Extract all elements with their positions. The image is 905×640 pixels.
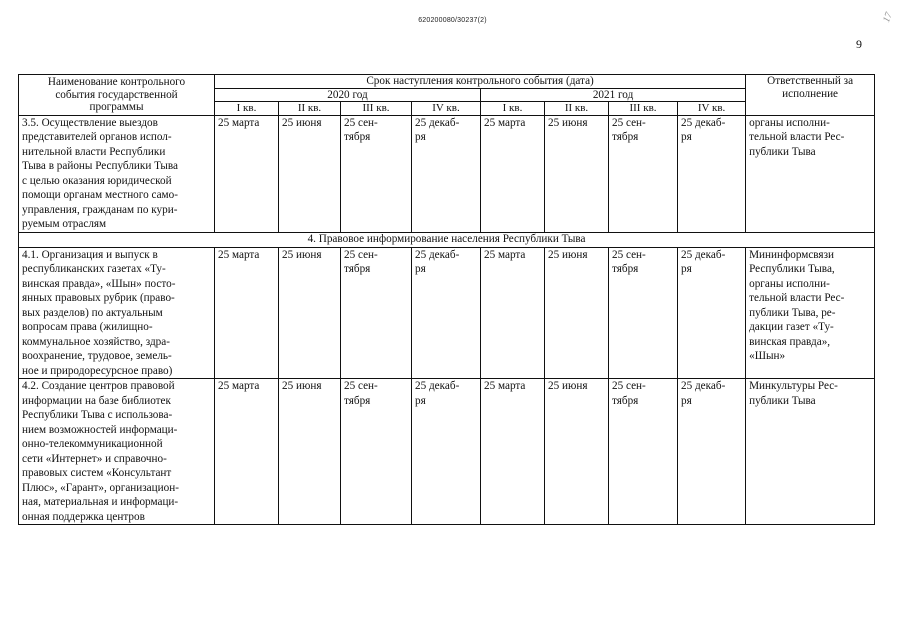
deadline-date-cell: [412, 115, 481, 232]
text-line: с целью оказания юридической: [22, 174, 172, 187]
text-line: Республики Тыва с использова-: [22, 409, 173, 421]
text-line: публики Тыва: [749, 145, 816, 158]
text-line: Республики Тыва,: [749, 263, 835, 275]
deadline-date-cell: [341, 115, 412, 232]
text-line: 25 сен-: [612, 116, 646, 129]
text-line: ная, материальная и информаци-: [22, 496, 179, 508]
text-line: 25 марта: [218, 248, 260, 261]
text-line: онно-телекоммуникационной: [22, 438, 163, 450]
deadline-date-cell: [215, 115, 279, 232]
text-line: дакции газет «Ту-: [749, 321, 834, 333]
deadline-date-cell: [481, 115, 545, 232]
text-line: 25 сен-: [344, 380, 378, 392]
deadline-date-cell: [279, 115, 341, 232]
text-line: коммунальное хозяйство, здра-: [22, 335, 170, 348]
document-id: 620200080/30237(2): [418, 17, 487, 24]
text-line: ное и природоресурсное право): [22, 364, 173, 377]
deadline-date-cell: [412, 247, 481, 379]
deadline-date-cell: [678, 379, 746, 525]
text-line: 4.1. Организация и выпуск в: [22, 248, 158, 261]
text-line: ря: [415, 263, 426, 275]
text-line: тября: [612, 263, 639, 275]
text-line: публики Тыва, ре-: [749, 306, 836, 319]
event-name-cell: [19, 379, 215, 525]
year-header-2020: 2020 год: [215, 88, 481, 102]
deadline-date-cell: [545, 115, 609, 232]
deadline-date-cell: [279, 379, 341, 525]
quarter-header: I кв.: [481, 102, 545, 116]
text-line: ря: [681, 131, 692, 143]
text-line: 25 сен-: [612, 380, 646, 392]
column-header-deadline: Срок наступления контрольного события (дата): [215, 75, 746, 89]
text-line: 25 декаб-: [681, 116, 726, 129]
text-line: правовых систем «Консультант: [22, 467, 172, 479]
text-line: ря: [681, 263, 692, 275]
text-line: 25 декаб-: [415, 248, 460, 261]
table-row: [19, 379, 875, 525]
text-line: нием возможностей информаци-: [22, 423, 178, 436]
responsible-cell: [746, 247, 875, 379]
text-line: вых разделов) по актуальным: [22, 306, 163, 319]
text-line: Тыва в районы Республики Тыва: [22, 160, 179, 172]
text-line: тября: [344, 131, 371, 143]
page-number: 9: [856, 37, 862, 51]
text-line: 25 декаб-: [681, 248, 726, 261]
table-row: [19, 115, 875, 232]
column-header-responsible: Ответственный за исполнение: [746, 75, 875, 116]
text-line: воохранение, трудовое, земель-: [22, 350, 172, 362]
text-line: тября: [344, 394, 371, 407]
text-line: 3.5. Осуществление выездов: [22, 116, 158, 129]
text-line: Минкультуры Рес-: [749, 380, 838, 392]
text-line: янных правовых рубрик (право-: [22, 292, 175, 304]
text-line: республиканских газетах «Ту-: [22, 263, 166, 275]
deadline-date-cell: [609, 379, 678, 525]
quarter-header: II кв.: [545, 102, 609, 116]
text-line: 25 марта: [484, 380, 526, 392]
deadline-date-cell: [279, 247, 341, 379]
control-events-table: [18, 74, 875, 525]
deadline-date-cell: [341, 247, 412, 379]
deadline-date-cell: [481, 379, 545, 525]
text-line: тября: [612, 131, 639, 143]
quarter-header: I кв.: [215, 102, 279, 116]
text-line: 25 марта: [484, 248, 526, 261]
text-line: 25 июня: [548, 380, 588, 392]
deadline-date-cell: [678, 115, 746, 232]
quarter-header: III кв.: [341, 102, 412, 116]
deadline-date-cell: [545, 379, 609, 525]
text-line: руемым отраслям: [22, 218, 107, 230]
text-line: вопросам права (жилищно-: [22, 321, 153, 333]
text-line: 25 марта: [218, 380, 260, 392]
text-line: публики Тыва: [749, 394, 816, 407]
text-line: винская правда», «Шын» посто-: [22, 277, 176, 290]
text-line: 25 декаб-: [681, 380, 726, 392]
text-line: управления, гражданам по кури-: [22, 203, 178, 216]
text-line: органы исполни-: [749, 116, 830, 129]
deadline-date-cell: [545, 247, 609, 379]
text-line: ря: [681, 394, 692, 407]
event-name-cell: [19, 247, 215, 379]
text-line: 25 июня: [548, 248, 588, 261]
column-header-name: Наименование контрольного события государственной программы: [19, 75, 215, 116]
text-line: 25 июня: [282, 248, 322, 261]
text-line: винская правда»,: [749, 335, 831, 348]
section-row: [19, 232, 875, 247]
quarter-header: IV кв.: [678, 102, 746, 116]
text-line: тельной власти Рес-: [749, 131, 845, 143]
text-line: информации на базе библиотек: [22, 394, 171, 407]
responsible-cell: [746, 115, 875, 232]
text-line: онная поддержка центров: [22, 510, 145, 523]
quarter-header: II кв.: [279, 102, 341, 116]
text-line: тельной власти Рес-: [749, 292, 845, 304]
text-line: помощи органам местного само-: [22, 189, 178, 201]
text-line: органы исполни-: [749, 277, 830, 290]
deadline-date-cell: [481, 247, 545, 379]
text-line: нительной власти Республики: [22, 145, 166, 158]
text-line: 25 июня: [282, 116, 322, 129]
text-line: «Шын»: [749, 350, 786, 362]
text-line: 25 декаб-: [415, 116, 460, 129]
text-line: тября: [344, 263, 371, 275]
text-line: тября: [612, 394, 639, 407]
text-line: 25 декаб-: [415, 380, 460, 392]
text-line: сети «Интернет» и справочно-: [22, 452, 167, 465]
quarter-header: IV кв.: [412, 102, 481, 116]
deadline-date-cell: [412, 379, 481, 525]
text-line: Плюс», «Гарант», организацион-: [22, 481, 179, 494]
responsible-cell: [746, 379, 875, 525]
year-header-2021: 2021 год: [481, 88, 746, 102]
text-line: 25 сен-: [344, 248, 378, 261]
quarter-header: III кв.: [609, 102, 678, 116]
text-line: 25 сен-: [344, 116, 378, 129]
deadline-date-cell: [678, 247, 746, 379]
text-line: 4.2. Создание центров правовой: [22, 380, 175, 392]
text-line: 25 марта: [218, 116, 260, 129]
text-line: ря: [415, 131, 426, 143]
text-line: 25 июня: [282, 380, 322, 392]
text-line: 25 сен-: [612, 248, 646, 261]
table-row: [19, 247, 875, 379]
deadline-date-cell: [609, 115, 678, 232]
header-row-top: [19, 75, 875, 89]
deadline-date-cell: [341, 379, 412, 525]
deadline-date-cell: [215, 247, 279, 379]
deadline-date-cell: [215, 379, 279, 525]
text-line: представителей органов испол-: [22, 131, 172, 143]
text-line: 25 марта: [484, 116, 526, 129]
text-line: Мининформсвязи: [749, 248, 834, 261]
text-line: 25 июня: [548, 116, 588, 129]
section-title: 4. Правовое информирование населения Республики Тыва: [19, 232, 875, 247]
deadline-date-cell: [609, 247, 678, 379]
text-line: ря: [415, 394, 426, 407]
handwritten-mark: 17: [881, 10, 895, 25]
event-name-cell: [19, 115, 215, 232]
